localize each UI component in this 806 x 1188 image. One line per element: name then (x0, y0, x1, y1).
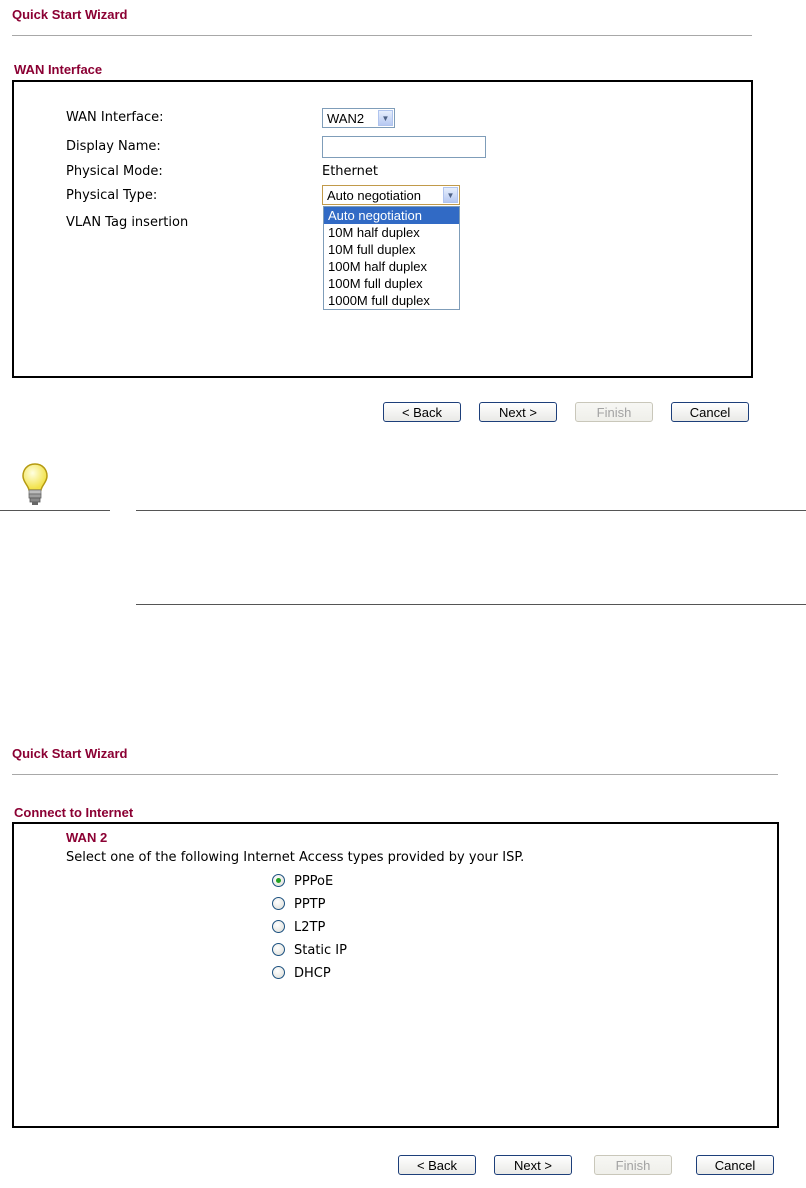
wizard2-title-divider (12, 774, 778, 775)
note-divider-left (0, 510, 110, 511)
wizard1-title-divider (12, 35, 752, 36)
radio-l2tp[interactable] (272, 920, 285, 933)
radio-static-ip[interactable] (272, 943, 285, 956)
connect-internet-panel (12, 822, 779, 1128)
note-divider-bottom (136, 604, 806, 605)
physical-type-dropdown[interactable] (323, 206, 460, 310)
dropdown-option[interactable]: 10M full duplex (328, 242, 416, 257)
physical-type-value: Auto negotiation (327, 187, 421, 203)
physical-mode-label: Physical Mode: (66, 164, 163, 179)
display-name-input[interactable] (322, 136, 486, 158)
wizard1-title: Quick Start Wizard (12, 7, 128, 22)
chevron-down-icon[interactable]: ▼ (378, 110, 393, 126)
dropdown-option[interactable]: 100M half duplex (328, 259, 428, 274)
cancel-button[interactable]: Cancel (696, 1155, 774, 1175)
radio-label-pppoe: PPPoE (294, 874, 334, 889)
radio-label-static-ip: Static IP (294, 943, 347, 958)
dropdown-option[interactable]: 1000M full duplex (328, 293, 430, 308)
physical-mode-value: Ethernet (322, 164, 378, 179)
dropdown-option[interactable]: 10M half duplex (328, 225, 420, 240)
wizard2-section-title: Connect to Internet (14, 805, 134, 820)
radio-label-pptp: PPTP (294, 897, 326, 912)
finish-button[interactable]: Finish (594, 1155, 672, 1175)
vlan-tag-label: VLAN Tag insertion (66, 215, 189, 230)
cancel-button[interactable]: Cancel (671, 402, 749, 422)
wizard2-title: Quick Start Wizard (12, 746, 128, 761)
physical-type-select[interactable] (322, 185, 460, 205)
wizard1-section-title: WAN Interface (14, 62, 103, 77)
radio-dhcp[interactable] (272, 966, 285, 979)
dropdown-option[interactable]: Auto negotiation (324, 207, 459, 224)
display-name-label: Display Name: (66, 139, 161, 154)
finish-button[interactable]: Finish (575, 402, 653, 422)
wan-interface-label: WAN Interface: (66, 110, 164, 125)
dropdown-option[interactable]: 100M full duplex (328, 276, 423, 291)
back-button[interactable]: < Back (398, 1155, 476, 1175)
instruction-text: Select one of the following Internet Access types provided by your ISP. (66, 850, 525, 865)
wan-interface-value: WAN2 (327, 110, 365, 126)
next-button[interactable]: Next > (479, 402, 557, 422)
note-divider-top (136, 510, 806, 511)
chevron-down-icon[interactable]: ▼ (443, 187, 458, 203)
next-button[interactable]: Next > (494, 1155, 572, 1175)
wan-2-label: WAN 2 (66, 830, 108, 845)
radio-label-l2tp: L2TP (294, 920, 326, 935)
radio-pppoe[interactable] (272, 874, 285, 887)
radio-pptp[interactable] (272, 897, 285, 910)
lightbulb-icon (20, 462, 50, 506)
radio-label-dhcp: DHCP (294, 966, 331, 981)
physical-type-label: Physical Type: (66, 188, 158, 203)
back-button[interactable]: < Back (383, 402, 461, 422)
wan-interface-select[interactable] (322, 108, 395, 128)
